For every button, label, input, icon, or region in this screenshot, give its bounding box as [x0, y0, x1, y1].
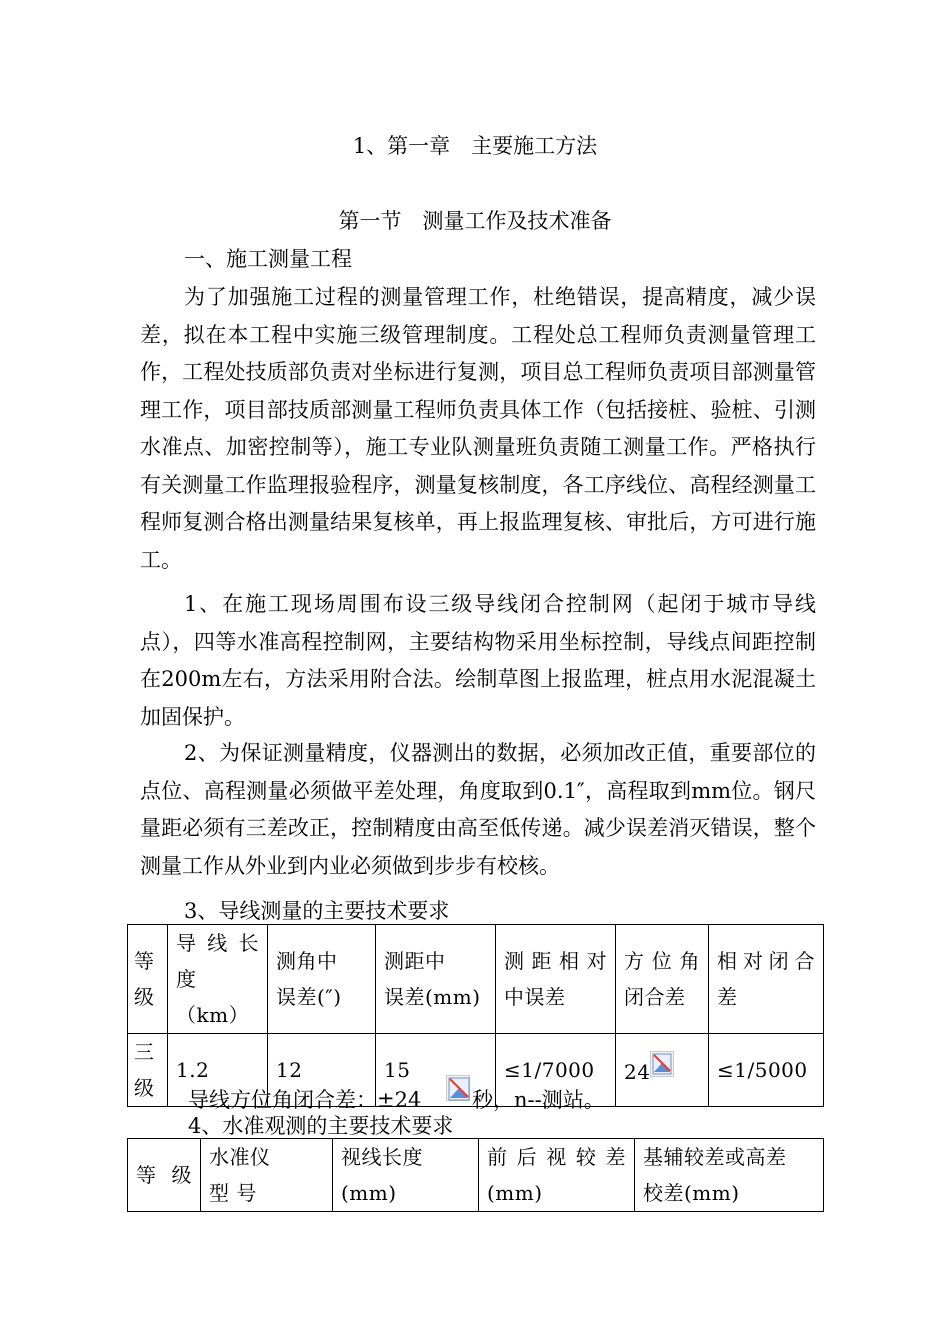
table-header-row: [128, 925, 824, 1034]
header-cell: 相对闭合 差: [709, 925, 824, 1034]
distance-error-cell: 15: [376, 1034, 496, 1107]
chapter-title: 1、第一章 主要施工方法: [352, 134, 598, 158]
header-cell: 等 级: [128, 1139, 201, 1212]
formula-image-icon: [650, 1051, 674, 1077]
paragraph-accuracy: 2、为保证测量精度，仪器测出的数据，必须加改正值，重要部位的点位、高程测量必须做平差处理，角度取到0.1″，高程取到mm位。钢尺量距必须有三差改正，控制精度由高至低传递。减少误差消灭错误，整个测量工作从外业到内业必须做到步步有校核。: [140, 741, 816, 878]
header-cell: 基辅较差或高差 校差(mm): [635, 1139, 824, 1212]
relative-closure-cell: ≤1/5000: [709, 1034, 824, 1107]
section-title: 第一节 测量工作及技术准备: [338, 209, 612, 233]
header-cell: 测距中 误差(mm): [376, 925, 496, 1034]
table1-title: 3、导线测量的主要技术要求: [184, 899, 450, 923]
closure-note-prefix: 导线方位角闭合差：±24: [188, 1088, 422, 1112]
header-cell: 方 位 角 闭合差: [616, 925, 709, 1034]
azimuth-closure-cell: 24: [616, 1034, 709, 1107]
header-cell: 前 后 视 较 差 (mm): [479, 1139, 635, 1212]
formula-image-icon: [446, 1075, 470, 1101]
header-cell: 测 距 相 对 中误差: [496, 925, 616, 1034]
header-cell: 等 级: [128, 925, 168, 1034]
leveling-requirements-table: [127, 1138, 824, 1212]
paragraph-management: 为了加强施工过程的测量管理工作，杜绝错误，提高精度，减少误差，拟在本工程中实施三级管理制度。工程处总工程师负责测量管理工作，工程处技质部负责对坐标进行复测，项目总工程师负责项目部测量管理工作，项目部技质部测量工程师负责具体工作（包括接桩、验桩、引测水准点、加密控制等），施工专业队测量班负责随工测量工作。严格执行有关测量工作监理报验程序，测量复核制度，各工序线位、高程经测量工程师复测合格出测量结果复核单，再上报监理复核、审批后，方可进行施工。: [140, 285, 816, 572]
subsection-heading: 一、施工测量工程: [184, 247, 352, 271]
header-cell: 导 线 长 度（km）: [168, 925, 268, 1034]
header-cell: 视线长度 (mm): [333, 1139, 479, 1212]
table2-title: 4、水准观测的主要技术要求: [188, 1114, 454, 1138]
header-cell: 水准仪 型 号: [201, 1139, 333, 1212]
closure-note: [188, 1075, 605, 1114]
table-header-row: [128, 1139, 824, 1212]
length-cell: 1.2: [168, 1034, 268, 1107]
closure-note-suffix: 秒，n--测站。: [472, 1088, 605, 1112]
header-cell: 测角中 误差(″): [268, 925, 376, 1034]
relative-distance-error-cell: ≤1/7000: [496, 1034, 616, 1107]
grade-cell: 三 级: [128, 1034, 168, 1107]
paragraph-control-network: 1、在施工现场周围布设三级导线闭合控制网（起闭于城市导线点），四等水准高程控制网，主要结构物采用坐标控制，导线点间距控制在200m左右，方法采用附合法。绘制草图上报监理，桩点用水泥混凝土加固保护。: [140, 592, 816, 729]
angle-error-cell: 12: [268, 1034, 376, 1107]
